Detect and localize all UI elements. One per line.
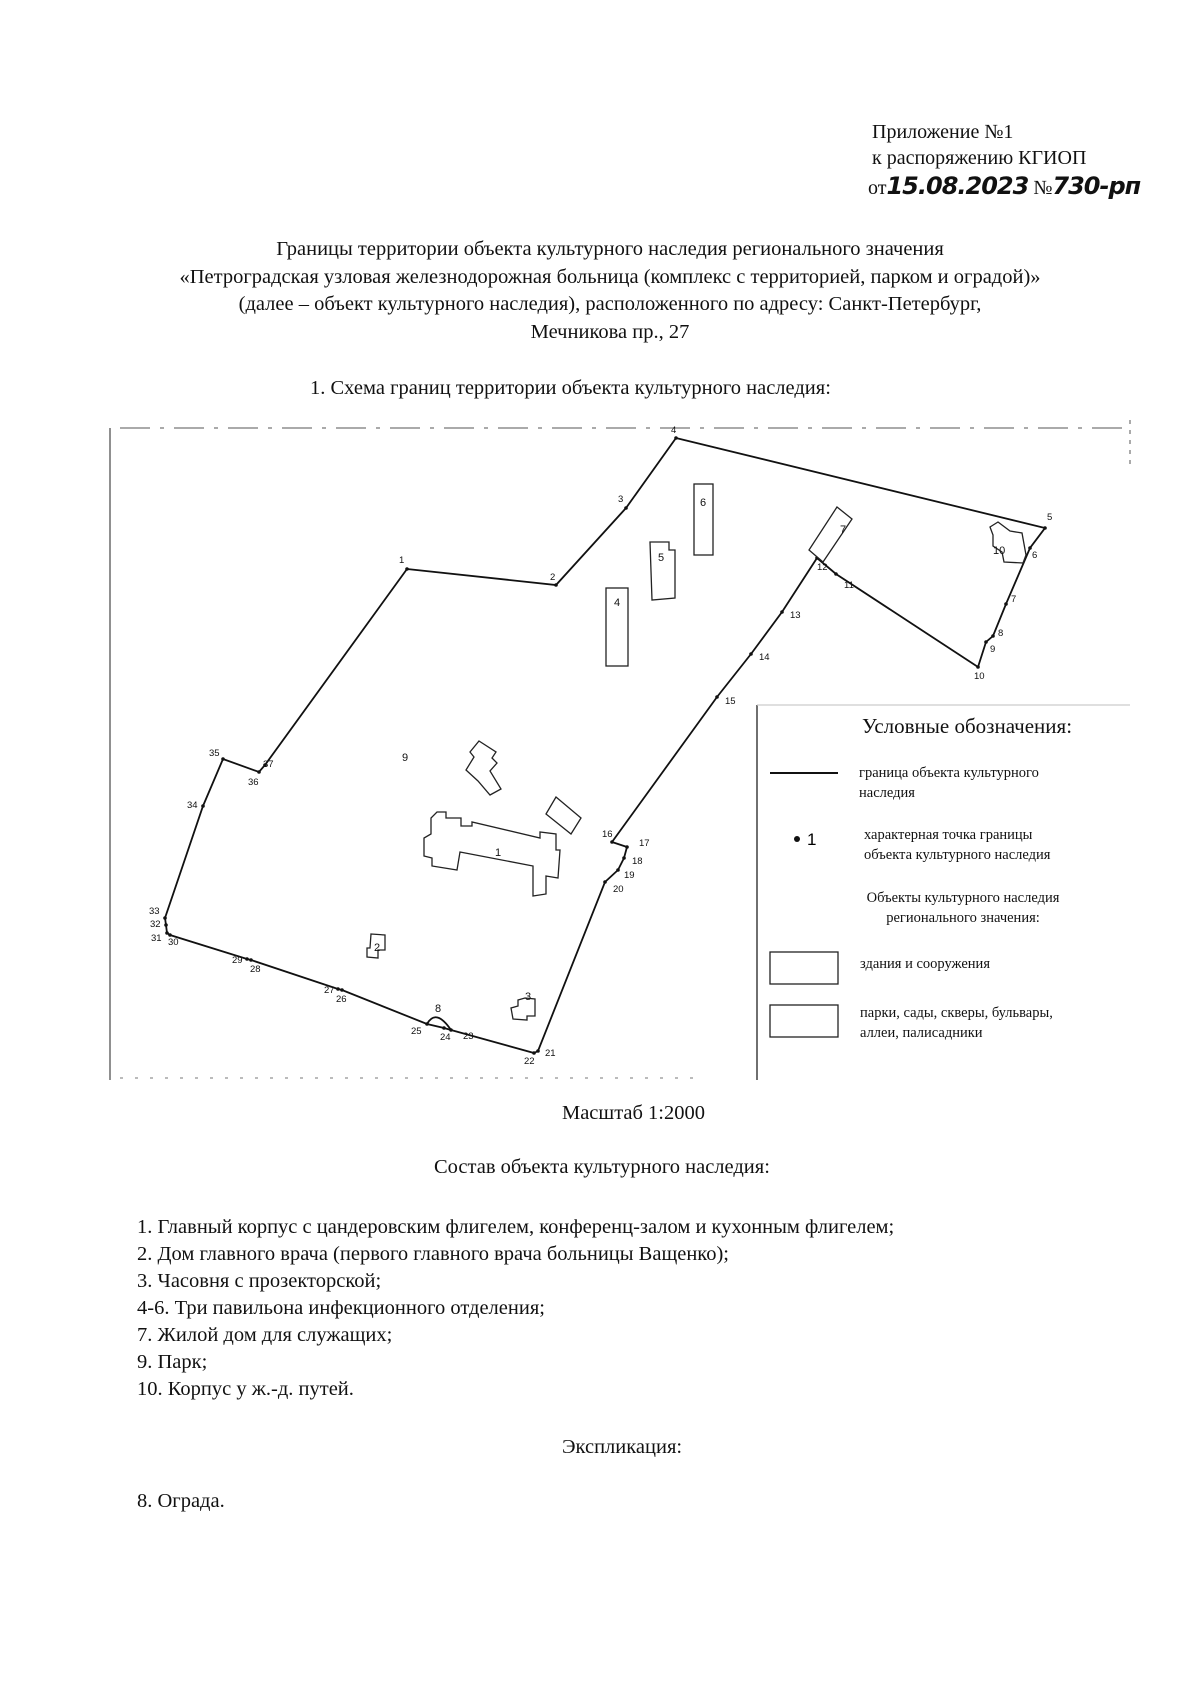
boundary-point-32 xyxy=(164,923,168,927)
boundary-point-21 xyxy=(536,1049,540,1053)
object-label-7: 7 xyxy=(840,524,847,536)
title-line-1: Границы территории объекта культурного наследия регионального значения xyxy=(276,238,944,260)
object-label-8: 8 xyxy=(435,1003,442,1015)
legend-point-dot xyxy=(794,836,800,842)
title-line-4: Мечникова пр., 27 xyxy=(530,320,690,343)
boundary-point-label-12: 12 xyxy=(817,562,828,573)
boundary-point-15 xyxy=(715,695,719,699)
boundary-point-label-37: 37 xyxy=(263,759,274,770)
boundary-point-label-32: 32 xyxy=(150,919,161,930)
boundary-point-26 xyxy=(340,988,344,992)
boundary-point-label-18: 18 xyxy=(632,856,643,867)
object-label-9: 9 xyxy=(402,752,409,764)
list-item: 4-6. Три павильона инфекционного отделения; xyxy=(137,1297,545,1319)
object-5-pavilion xyxy=(650,542,675,600)
title-line-3: (далее – объект культурного наследия), расположенного по адресу: Санкт-Петербург, xyxy=(238,293,982,315)
boundary-point-label-13: 13 xyxy=(790,610,801,621)
boundary-point-label-30: 30 xyxy=(168,937,179,948)
handwritten-date: 15.08.2023 xyxy=(886,172,1029,200)
boundary-point-1 xyxy=(405,567,409,571)
legend-building-symbol xyxy=(770,952,838,984)
boundary-point-label-29: 29 xyxy=(232,955,243,966)
legend-point-number: 1 xyxy=(807,830,817,849)
boundary-point-label-36: 36 xyxy=(248,777,259,788)
boundary-point-label-16: 16 xyxy=(602,829,613,840)
boundary-point-5 xyxy=(1043,526,1047,530)
boundary-point-19 xyxy=(616,868,620,872)
object-1-wing xyxy=(466,741,501,795)
boundary-point-label-27: 27 xyxy=(324,985,335,996)
boundary-point-label-10: 10 xyxy=(974,671,985,682)
object-label-1: 1 xyxy=(495,847,502,859)
boundary-point-label-28: 28 xyxy=(250,964,261,975)
boundary-point-34 xyxy=(201,804,205,808)
boundary-point-label-15: 15 xyxy=(725,696,736,707)
list-item: 2. Дом главного врача (первого главного врача больницы Ващенко); xyxy=(137,1243,729,1265)
boundary-point-7 xyxy=(1004,602,1008,606)
boundary-point-13 xyxy=(780,610,784,614)
boundary-point-24 xyxy=(442,1026,446,1030)
boundary-point-label-1: 1 xyxy=(399,555,405,566)
boundary-point-29 xyxy=(245,957,249,961)
boundary-point-label-25: 25 xyxy=(411,1026,422,1037)
boundary-point-16 xyxy=(610,840,614,844)
explication-heading: Экспликация: xyxy=(562,1436,683,1458)
number-prefix: № xyxy=(1033,177,1053,199)
boundary-point-label-4: 4 xyxy=(671,425,677,436)
composition-heading: Состав объекта культурного наследия: xyxy=(434,1156,770,1178)
boundary-point-35 xyxy=(221,757,225,761)
boundary-point-label-6: 6 xyxy=(1032,550,1038,561)
boundary-point-31 xyxy=(165,931,169,935)
boundary-point-label-22: 22 xyxy=(524,1056,535,1067)
object-label-2: 2 xyxy=(374,942,381,954)
legend-title: Условные обозначения: xyxy=(862,714,1073,738)
object-1-main-building xyxy=(424,812,560,896)
legend-point-text-line-2: объекта культурного наследия xyxy=(864,847,1051,863)
boundary-point-11 xyxy=(834,572,838,576)
legend-objects-heading-line-2: регионального значения: xyxy=(886,910,1040,926)
legend-parks-text-line-2: аллеи, палисадники xyxy=(860,1025,983,1041)
map-scale: Масштаб 1:2000 xyxy=(561,1102,706,1124)
object-6-pavilion xyxy=(694,484,713,555)
handwritten-number: 730-рп xyxy=(1052,172,1141,200)
legend-objects-heading-line-1: Объекты культурного наследия xyxy=(866,890,1060,906)
boundary-point-22 xyxy=(532,1051,536,1055)
title-line-2: «Петроградская узловая железнодорожная больница (комплекс с территорией, парком и оградой)» xyxy=(179,265,1041,288)
object-1-hall xyxy=(546,797,581,834)
list-item: 1. Главный корпус с цандеровским флигелем, конференц-залом и кухонным флигелем; xyxy=(137,1216,895,1238)
boundary-point-label-34: 34 xyxy=(187,800,198,811)
boundary-point-2 xyxy=(554,583,558,587)
legend-park-symbol xyxy=(770,1005,838,1037)
legend-buildings-text: здания и сооружения xyxy=(860,956,990,972)
boundary-point-label-19: 19 xyxy=(624,870,635,881)
boundary-point-17 xyxy=(625,845,629,849)
boundary-point-label-3: 3 xyxy=(618,494,624,505)
from-prefix: от xyxy=(868,177,887,199)
object-label-10: 10 xyxy=(993,545,1006,557)
boundary-point-label-9: 9 xyxy=(990,644,996,655)
legend-objects-heading xyxy=(838,888,1088,928)
list-item: 7. Жилой дом для служащих; xyxy=(137,1324,393,1346)
list-item: 9. Парк; xyxy=(137,1351,208,1373)
boundary-point-label-20: 20 xyxy=(613,884,624,895)
legend-parks-text xyxy=(860,1003,1053,1043)
object-label-4: 4 xyxy=(614,597,621,609)
boundary-point-label-31: 31 xyxy=(151,933,162,944)
legend-point-text-line-1: характерная точка границы xyxy=(864,827,1033,843)
scheme-heading: 1. Схема границ территории объекта культурного наследия: xyxy=(310,377,831,399)
boundary-point-8 xyxy=(991,634,995,638)
boundary-point-label-26: 26 xyxy=(336,994,347,1005)
boundary-point-label-24: 24 xyxy=(440,1032,451,1043)
boundary-point-3 xyxy=(624,506,628,510)
boundary-point-27 xyxy=(336,987,340,991)
boundary-point-36 xyxy=(257,770,261,774)
explication-item: 8. Ограда. xyxy=(137,1490,225,1512)
object-3-chapel xyxy=(511,998,535,1020)
boundary-point-label-7: 7 xyxy=(1011,594,1017,605)
boundary-point-label-17: 17 xyxy=(639,838,650,849)
boundary-point-4 xyxy=(674,436,678,440)
object-label-6: 6 xyxy=(700,497,707,509)
legend-boundary-text-line-1: граница объекта культурного xyxy=(859,765,1039,781)
boundary-point-28 xyxy=(249,958,253,962)
boundary-point-label-35: 35 xyxy=(209,748,220,759)
appendix-label: Приложение №1 xyxy=(872,121,1014,143)
boundary-point-label-11: 11 xyxy=(844,580,854,591)
boundary-point-label-14: 14 xyxy=(759,652,770,663)
legend-parks-text-line-1: парки, сады, скверы, бульвары, xyxy=(860,1005,1053,1021)
list-item: 3. Часовня с прозекторской; xyxy=(137,1270,382,1292)
boundary-point-33 xyxy=(163,916,167,920)
object-label-5: 5 xyxy=(658,552,665,564)
boundary-point-label-23: 23 xyxy=(463,1031,474,1042)
legend-boundary-text xyxy=(859,763,1039,803)
boundary-point-label-8: 8 xyxy=(998,628,1004,639)
boundary-point-20 xyxy=(603,880,607,884)
boundary-point-18 xyxy=(622,856,626,860)
boundary-point-label-33: 33 xyxy=(149,906,160,917)
boundary-point-label-21: 21 xyxy=(545,1048,556,1059)
list-item: 10. Корпус у ж.-д. путей. xyxy=(137,1378,354,1400)
boundary-point-label-5: 5 xyxy=(1047,512,1053,523)
boundary-point-label-2: 2 xyxy=(550,572,556,583)
legend-boundary-text-line-2: наследия xyxy=(859,785,915,801)
boundary-point-14 xyxy=(749,652,753,656)
boundary-point-10 xyxy=(976,665,980,669)
legend-point-text xyxy=(864,825,1050,865)
composition-list xyxy=(137,1214,894,1403)
order-reference: к распоряжению КГИОП xyxy=(872,147,1087,169)
object-label-3: 3 xyxy=(525,991,532,1003)
boundary-point-9 xyxy=(984,640,988,644)
